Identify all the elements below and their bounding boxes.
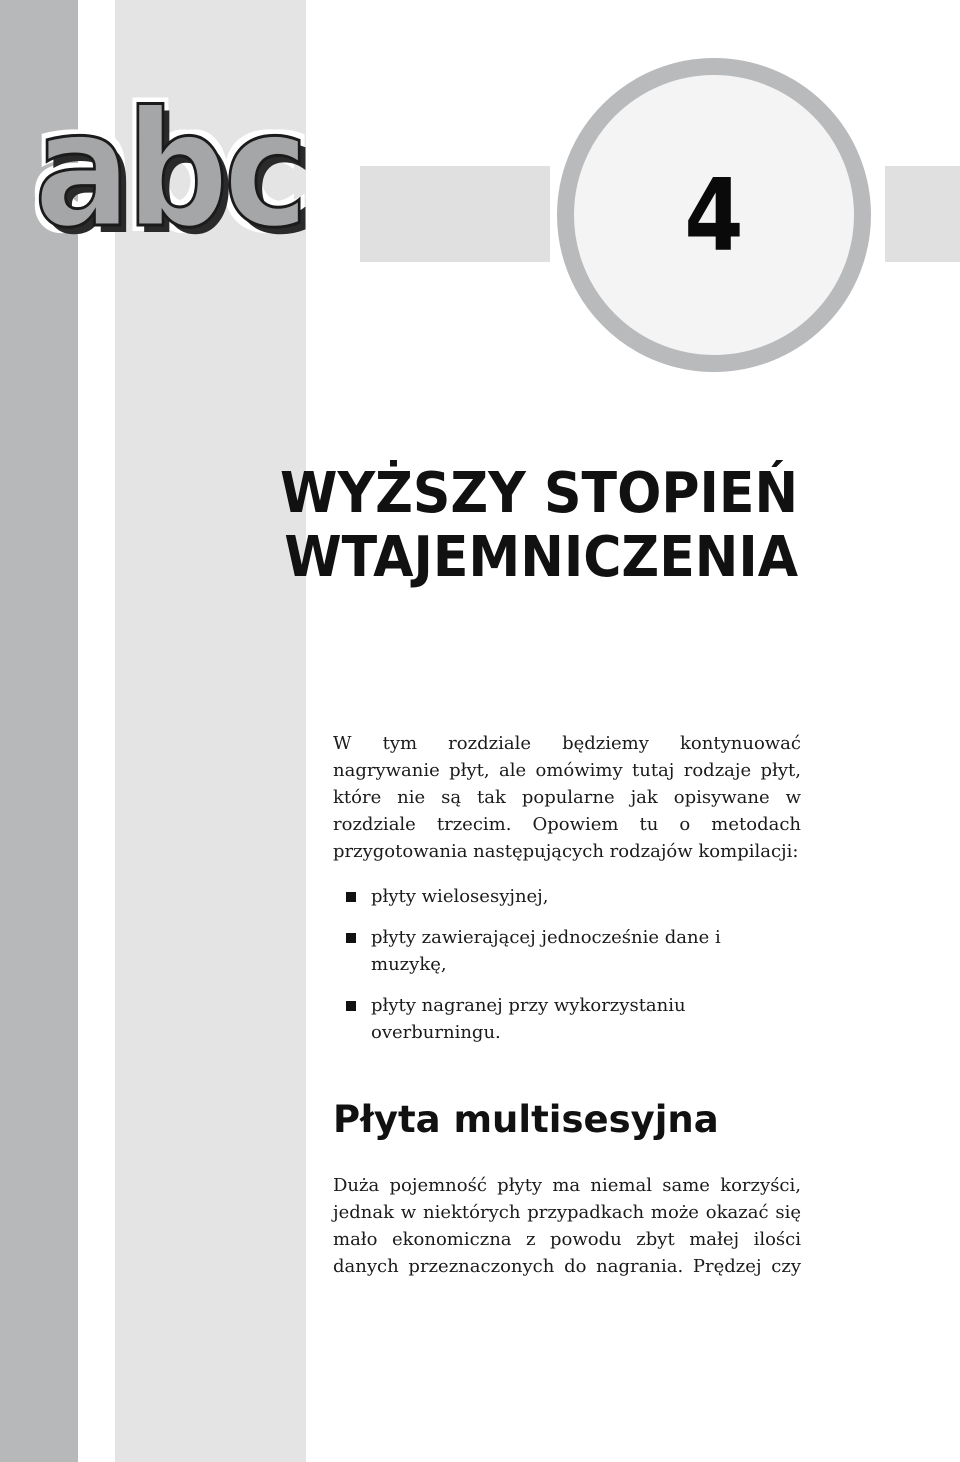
intro-paragraph: W tym rozdziale będziemy kontynuować nagrywanie płyt, ale omówimy tutaj rodzaje płyt, które nie są tak popularne jak opisywane w rozdziale trzecim. Opowiem tu o metodach przygotowania następujących rodzajów kompilacji:	[333, 733, 801, 862]
chapter-title-line2: WTAJEMNICZENIA	[284, 525, 798, 590]
chapter-number: 4	[684, 156, 744, 274]
header-stripe-right	[885, 166, 960, 262]
list-item	[333, 924, 801, 978]
list-item	[333, 883, 801, 910]
chapter-title	[280, 462, 798, 590]
main-content	[333, 730, 801, 1280]
series-logo-text: abc	[34, 76, 304, 263]
chapter-title-line1: WYŻSZY STOPIEŃ	[279, 461, 798, 526]
header-stripe-middle	[360, 166, 550, 262]
section-paragraph: Duża pojemność płyty ma niemal same korzyści, jednak w niektórych przypadkach może okazać się mało ekonomiczna z powodu zbyt małej ilości danych przeznaczonych do nagrania. Prędzej czy	[333, 1175, 801, 1277]
bullet-square-icon	[346, 933, 356, 943]
section-heading: Płyta multisesyjna	[333, 1098, 719, 1141]
bullet-square-icon	[346, 1001, 356, 1011]
list-item	[333, 992, 801, 1046]
bullet-list	[333, 883, 801, 1046]
list-item-text: płyty zawierającej jednocześnie dane i muzykę,	[371, 927, 721, 975]
series-logo	[34, 76, 374, 290]
bullet-square-icon	[346, 892, 356, 902]
list-item-text: płyty nagranej przy wykorzystaniu overburningu.	[371, 995, 686, 1043]
list-item-text: płyty wielosesyjnej,	[371, 886, 549, 907]
